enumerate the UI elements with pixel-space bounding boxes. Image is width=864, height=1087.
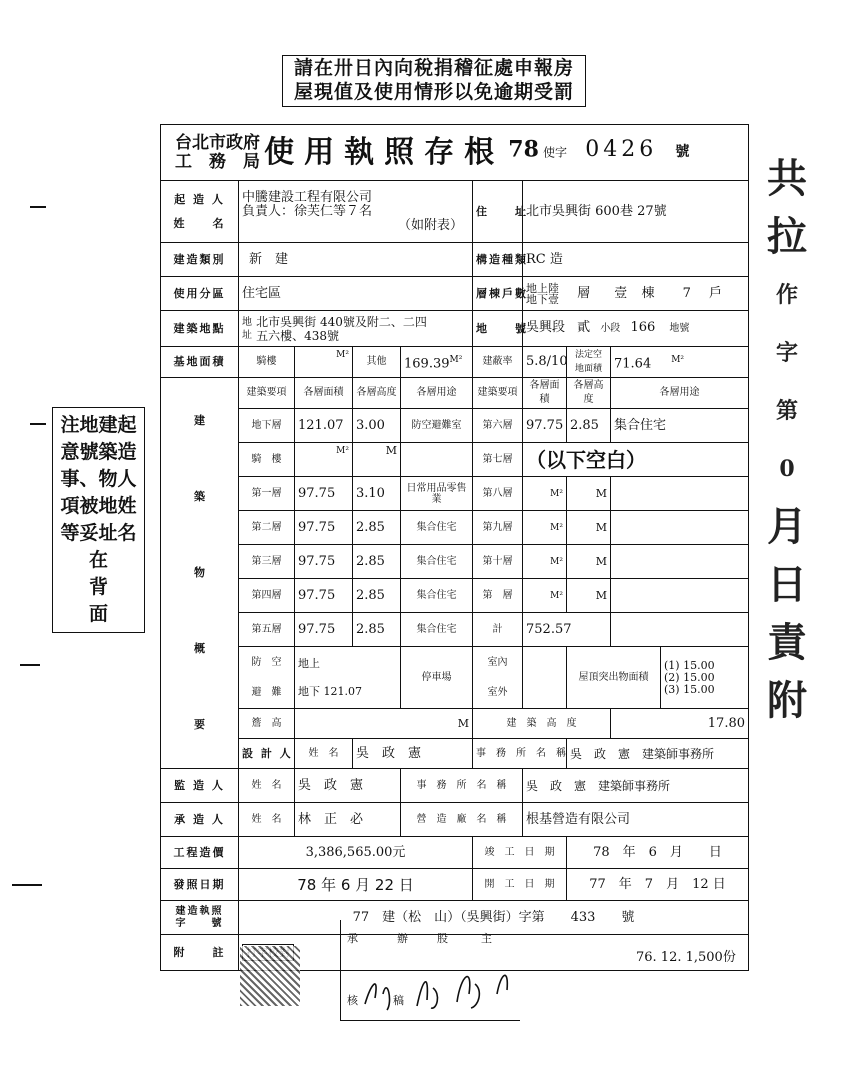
side-label-char: 概 [194, 642, 205, 655]
side-note-line: 事、物人 [60, 468, 137, 490]
shelter-below: 地下 121.07 [298, 684, 362, 698]
side-note-line: 等妥址名 [60, 522, 137, 544]
table-row [161, 545, 749, 579]
floor-area: 121.07 [295, 409, 353, 443]
scan-mark [20, 664, 40, 666]
use-zone-label: 使用分區 [161, 277, 239, 311]
allowed-label-line: 地面積 [574, 364, 602, 374]
official-seal [240, 946, 300, 1006]
parking-types [473, 647, 523, 709]
approval-char: 辦 [397, 932, 408, 945]
floor-area: 97.75 [523, 409, 567, 443]
households-unit: 戶 [709, 286, 723, 301]
floor-use: 集合住宅 [401, 579, 473, 613]
margin-char: 責 [767, 619, 807, 666]
handwritten-signatures [357, 954, 517, 1014]
annex-value [295, 347, 353, 378]
floor-use: 集合住宅 [401, 613, 473, 647]
floor-item: 第三層 [239, 545, 295, 579]
structure-side-label [161, 378, 239, 769]
issue-date: 78 年 6 月 22 日 [239, 869, 473, 901]
side-note-line: 背 [88, 576, 108, 598]
side-note-line: 在 [88, 549, 108, 571]
struct-value: RC 造 [523, 243, 749, 277]
site-line2: 五六樓、438號 [256, 328, 340, 343]
designer-name: 吳 政 憲 [353, 739, 473, 769]
floor-area [523, 545, 567, 579]
floor-item: 第六層 [473, 409, 523, 443]
floor-use: 日常用品零售業 [401, 477, 473, 511]
lot-subsection: 貳 [577, 320, 591, 335]
margin-char: 月 [767, 503, 807, 550]
cost-label: 工程造價 [161, 837, 239, 869]
address-label: 住 址 [473, 181, 523, 243]
floor-area: 97.75 [295, 545, 353, 579]
approval-box [340, 920, 521, 1020]
margin-char: 作 [775, 282, 798, 308]
floor-height: 2.85 [353, 511, 401, 545]
floor-use [611, 545, 749, 579]
floor-item: 第八層 [473, 477, 523, 511]
start-date: 77 年 7 月 12 日 [567, 869, 749, 901]
side-note-line: 意號築造 [60, 441, 137, 463]
floor-use [611, 511, 749, 545]
col-item-header: 建築要項 [239, 378, 295, 409]
eave-value [295, 709, 473, 739]
supervisor-name: 吳 政 憲 [295, 769, 401, 803]
bldg-height-label: 建 築 高 度 [473, 709, 611, 739]
shelter-label-line: 防 空 [251, 656, 282, 668]
allowed-value [611, 347, 749, 378]
permit-no-label-line: 字 號 [175, 917, 224, 929]
scan-mark [30, 206, 46, 208]
unit-m: M [595, 554, 607, 568]
side-label-char: 建 [194, 414, 205, 427]
col-item-header: 建築要項 [473, 378, 523, 409]
contractor-office: 根基營造有限公司 [523, 803, 749, 837]
table-row [161, 443, 749, 477]
permit-no-value: 77 建（松 山）（吳興街）字第 433 號 [239, 901, 749, 935]
floor-area [523, 477, 567, 511]
supervisor-office-label: 事 務 所 名 稱 [401, 769, 523, 803]
side-note-line: 面 [88, 603, 108, 625]
site-prefix: 址 [242, 329, 252, 341]
margin-char: 字 [775, 340, 798, 366]
address-value: 北市吳興街 600巷 27號 [523, 181, 749, 243]
sign-char: 稿 [393, 994, 404, 1007]
margin-handwriting [762, 150, 812, 730]
struct-label: 構造種類 [473, 243, 523, 277]
shelter-value [295, 647, 401, 709]
margin-char: 附 [767, 677, 807, 724]
households-count: 7 [682, 286, 691, 301]
other-label: 其他 [353, 347, 401, 378]
scan-mark [12, 884, 42, 886]
bldg-height-value: 17.80 [611, 709, 749, 739]
designer-office: 吳 政 憲 建築師事務所 [567, 739, 749, 769]
coverage-label: 建蔽率 [473, 347, 523, 378]
total-area: 752.57 [523, 613, 611, 647]
col-height-header: 各層高度 [567, 378, 611, 409]
applicant-label-line: 姓 名 [173, 216, 226, 230]
floors-label: 層棟戶數 [473, 277, 523, 311]
table-row [161, 613, 749, 647]
contractor-label: 承 造 人 [161, 803, 239, 837]
side-note-line: 項被地姓 [60, 495, 137, 517]
floor-item: 計 [473, 613, 523, 647]
parking-indoor: 室內 [487, 656, 508, 668]
approval-char: 主 [481, 932, 492, 945]
floor-item: 第七層 [473, 443, 523, 477]
margin-char: 拉 [767, 213, 807, 260]
floor-area [523, 579, 567, 613]
lot-label: 地 號 [473, 311, 523, 347]
start-label: 開 工 日 期 [473, 869, 567, 901]
applicant-rep: 負責人：徐芙仁等７名 [242, 203, 373, 219]
lot-suffix: 地號 [669, 323, 690, 334]
floor-height: 2.85 [353, 613, 401, 647]
col-use-header: 各層用途 [401, 378, 473, 409]
shelter-above: 地上 [298, 656, 320, 670]
applicant-label [161, 181, 239, 243]
floor-item: 地下層 [239, 409, 295, 443]
floor-item: 第九層 [473, 511, 523, 545]
floors-building-unit: 棟 [641, 286, 655, 301]
contractor-name: 林 正 必 [295, 803, 401, 837]
unit-m2: M² [550, 556, 563, 567]
parking-label: 停車場 [401, 647, 473, 709]
floor-use: 防空避難室 [401, 409, 473, 443]
org-line2: 工 務 局 [175, 151, 260, 172]
site-label: 建築地點 [161, 311, 239, 347]
eave-label: 簷 高 [239, 709, 295, 739]
page-title: 使用執照存根 [264, 134, 505, 170]
side-note-box [52, 407, 145, 633]
allowed-area: 71.64 [614, 356, 652, 372]
side-note-line: 注地建起 [60, 414, 137, 436]
floor-height [567, 511, 611, 545]
lot-section: 吳興段 [526, 320, 566, 335]
parking-value [523, 647, 567, 709]
floor-height [567, 545, 611, 579]
table-row [161, 579, 749, 613]
roof-label: 屋頂突出物面積 [567, 647, 661, 709]
floor-item: 第 層 [473, 579, 523, 613]
col-area-header: 各層面積 [523, 378, 567, 409]
margin-char: 共 [767, 155, 807, 202]
table-row [161, 409, 749, 443]
floor-area: 97.75 [295, 613, 353, 647]
permit-no-label [161, 901, 239, 935]
floor-area: 97.75 [295, 579, 353, 613]
notice-box [282, 55, 586, 107]
contractor-office-label: 營 造 廠 名 稱 [401, 803, 523, 837]
unit-m2: M² [550, 488, 563, 499]
notes-label: 附 註 [161, 935, 239, 971]
permit-number: 0426 [585, 137, 658, 162]
side-label-char: 要 [194, 718, 205, 731]
permit-form [160, 124, 749, 971]
unit-m2: M² [550, 522, 563, 533]
floor-area: 97.75 [295, 511, 353, 545]
floor-use: 集合住宅 [401, 511, 473, 545]
unit-m: M [595, 588, 607, 602]
base-area-label: 基地面積 [161, 347, 239, 378]
parking-outdoor: 室外 [487, 686, 508, 698]
floor-use [401, 443, 473, 477]
roof-value: (1) 15.00 [664, 658, 715, 672]
designer-name-label: 姓 名 [295, 739, 353, 769]
floor-item: 第一層 [239, 477, 295, 511]
use-zone-value: 住宅區 [239, 277, 473, 311]
supervisor-name-label: 姓 名 [239, 769, 295, 803]
unit-m: M [457, 716, 469, 730]
other-value [401, 347, 473, 378]
table-row [161, 511, 749, 545]
floor-use [611, 579, 749, 613]
floors-value [523, 277, 749, 311]
floor-item: 第四層 [239, 579, 295, 613]
issue-label: 發照日期 [161, 869, 239, 901]
form-title [161, 125, 749, 181]
roof-value: (2) 15.00 [664, 670, 715, 684]
floor-area [523, 511, 567, 545]
floors-unit: 層 [577, 286, 591, 301]
floor-use: 集合住宅 [611, 409, 749, 443]
col-area-header: 各層面積 [295, 378, 353, 409]
floor-height [567, 579, 611, 613]
applicant-company: 中騰建設工程有限公司 [242, 189, 373, 205]
floors-building: 壹 [614, 286, 628, 301]
floors-below: 地下壹 [526, 292, 559, 306]
approval-box-bottom [340, 1020, 520, 1021]
site-value [239, 311, 473, 347]
allowed-label-line: 法定空 [574, 350, 602, 360]
designer-office-label: 事 務 所 名 稱 [473, 739, 567, 769]
margin-char: 0 [779, 456, 795, 482]
supervisor-office: 吳 政 憲 建築師事務所 [523, 769, 749, 803]
supervisor-label: 監 造 人 [161, 769, 239, 803]
floor-item: 第二層 [239, 511, 295, 545]
lot-value [523, 311, 749, 347]
build-type-value: 新 建 [239, 243, 473, 277]
side-label-char: 築 [194, 490, 205, 503]
allowed-label [567, 347, 611, 378]
notice-line2: 屋現值及使用情形以免逾期受罰 [293, 81, 574, 103]
unit-m: M [595, 486, 607, 500]
coverage-value: 5.8/10 [523, 347, 567, 378]
shelter-label [239, 647, 295, 709]
col-height-header: 各層高度 [353, 378, 401, 409]
unit-m: M [595, 520, 607, 534]
annex-label: 騎樓 [239, 347, 295, 378]
build-type-label: 建造類別 [161, 243, 239, 277]
site-prefix: 地 [242, 316, 252, 328]
col-use-header: 各層用途 [611, 378, 749, 409]
unit-m2: M² [336, 350, 349, 360]
permit-suffix: 號 [675, 144, 690, 160]
unit-m2: M² [671, 354, 685, 365]
sign-char: 核 [347, 994, 358, 1007]
roof-value: (3) 15.00 [664, 682, 715, 696]
floor-area [295, 443, 353, 477]
approval-char: 承 [347, 932, 358, 945]
lot-number: 166 [630, 320, 656, 335]
unit-m2: M² [550, 590, 563, 601]
other-area: 169.39 [404, 356, 450, 372]
unit-m2: M² [449, 354, 463, 365]
applicant-label-line: 起 造 人 [174, 192, 225, 206]
notice-line1: 請在卅日內向稅捐稽征處申報房 [293, 57, 574, 79]
scan-mark [30, 423, 46, 425]
floor-height [567, 477, 611, 511]
permit-no-label-line: 建造執照 [175, 905, 224, 917]
blank-note: （以下空白） [523, 443, 749, 477]
permit-year: 78 [508, 136, 539, 162]
floor-use: 集合住宅 [401, 545, 473, 579]
org-line1: 台北市政府 [175, 132, 260, 153]
complete-label: 竣 工 日 期 [473, 837, 567, 869]
floor-use [611, 477, 749, 511]
applicant-annex: （如附表） [397, 217, 463, 233]
unit-m2: M² [336, 446, 349, 456]
unit-m: M [385, 444, 397, 457]
complete-date: 78 年 6 月 日 [567, 837, 749, 869]
lot-sub-label: 小段 [600, 323, 621, 334]
contractor-name-label: 姓 名 [239, 803, 295, 837]
permit-prefix: 使字 [543, 145, 568, 159]
site-line1: 北市吳興街 440號及附二、二四 [256, 314, 427, 329]
floor-area: 97.75 [295, 477, 353, 511]
approval-char: 股 [437, 932, 448, 945]
designer-label: 設 計 人 [239, 739, 295, 769]
floor-height: 2.85 [353, 579, 401, 613]
floors-above: 地上陸 [526, 281, 559, 295]
table-row [161, 477, 749, 511]
form-code: 76. 12. 1,500份 [636, 950, 736, 965]
floor-item: 第十層 [473, 545, 523, 579]
roof-values [661, 647, 749, 709]
floor-item: 第五層 [239, 613, 295, 647]
floor-height: 3.00 [353, 409, 401, 443]
applicant-value [239, 181, 473, 243]
floor-height: 3.10 [353, 477, 401, 511]
floor-height: 2.85 [567, 409, 611, 443]
floor-item: 騎 樓 [239, 443, 295, 477]
shelter-label-line: 避 難 [251, 686, 282, 698]
floor-height: 2.85 [353, 545, 401, 579]
floor-use [611, 613, 749, 647]
cost-value: 3,386,565.00元 [239, 837, 473, 869]
side-label-char: 物 [194, 566, 205, 579]
margin-char: 日 [767, 561, 807, 608]
margin-char: 第 [775, 398, 798, 424]
floor-height [353, 443, 401, 477]
